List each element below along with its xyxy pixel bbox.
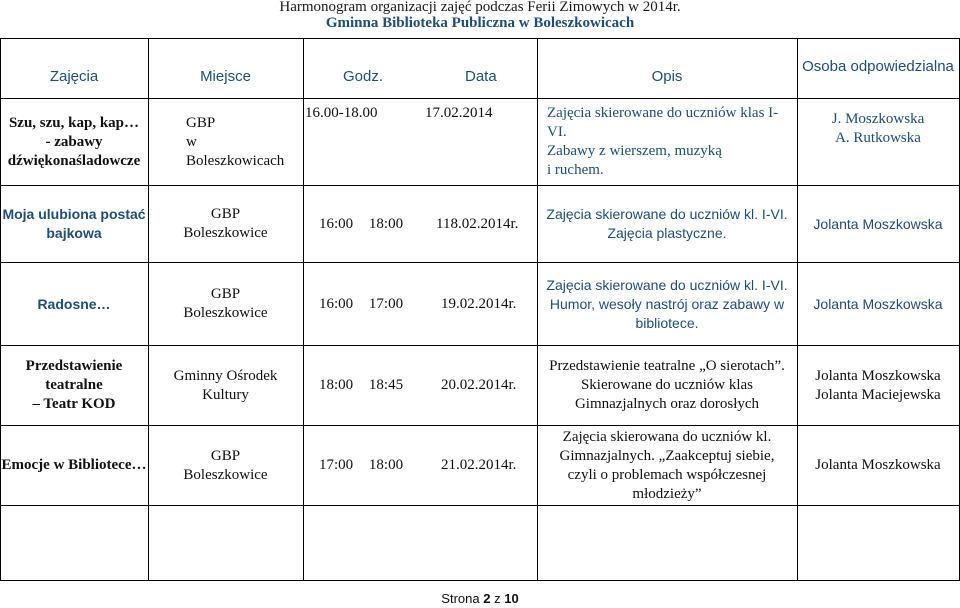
activity-name: Przedstawienie teatralne – Teatr KOD (25, 358, 123, 412)
activity-date: 17.02.2014 (425, 105, 493, 121)
activity-name: Szu, szu, kap, kap… - zabawy dźwiękonaśladowcze (7, 114, 141, 169)
column-header-godz: Godz. (343, 67, 384, 85)
column-header-opis: Opis (651, 67, 683, 85)
activity-name: Moja ulubiona postać bajkowa (2, 206, 146, 241)
activity-description: Zajęcia skierowane do uczniów kl. I-VI. Humor, wesoły nastrój oraz zabawy w bibliotece. (546, 276, 788, 331)
page-label: Strona (441, 591, 480, 606)
column-header-miejsce: Miejsce (200, 67, 251, 85)
responsible-person: Jolanta Moszkowska (813, 295, 943, 312)
column-header-osoba: Osoba odpowiedzialna (802, 57, 954, 75)
activity-place: GBP Boleszkowice (183, 206, 268, 241)
activity-description: Zajęcia skierowane do uczniów kl. I-VI. Zajęcia plastyczne. (546, 206, 788, 241)
activity-time: 18:00 18:45 (319, 377, 404, 393)
activity-place: GBP w Boleszkowicach (186, 114, 285, 169)
activity-date: 118.02.2014r. (436, 215, 519, 232)
responsible-person: J. Moszkowska A. Rutkowska (831, 111, 925, 146)
activity-description: Zajęcia skierowane do uczniów klas I- VI. Zabawy z wierszem, muzyką i ruchem. (547, 105, 779, 178)
activity-place: GBP Boleszkowice (183, 286, 268, 321)
table-border-bottom (0, 580, 960, 581)
activity-date: 19.02.2014r. (441, 295, 517, 312)
page-total: 10 (504, 591, 519, 606)
activity-date: 20.02.2014r. (441, 377, 517, 393)
page-number: 2 (483, 591, 491, 606)
responsible-person: Jolanta Moszkowska Jolanta Maciejewska (815, 367, 941, 403)
column-header-data: Data (465, 67, 497, 85)
column-header-zajecia: Zajęcia (49, 67, 99, 85)
activity-name: Radosne… (37, 295, 111, 312)
document-title: Harmonogram organizacji zajęć podczas Ferii Zimowych w 2014r. (279, 0, 681, 15)
activity-time: 16:00 18:00 (319, 215, 404, 232)
activity-name: Emocje w Bibliotece… (1, 457, 147, 473)
activity-time: 16:00 17:00 (319, 295, 404, 312)
page-footer (0, 591, 960, 606)
activity-date: 21.02.2014r. (441, 457, 517, 473)
col-divider (303, 38, 304, 580)
responsible-person: Jolanta Moszkowska (815, 457, 941, 473)
activity-time: 17:00 18:00 (319, 457, 404, 473)
activity-description: Przedstawienie teatralne „O sierotach”. Skierowane do uczniów klas Gimnazjalnych oraz dorosłych (549, 358, 785, 412)
activity-place: GBP Boleszkowice (183, 447, 268, 483)
responsible-person: Jolanta Moszkowska (813, 215, 943, 232)
table-border-top (0, 38, 960, 39)
library-name: Gminna Biblioteka Publiczna w Boleszkowicach (325, 15, 635, 31)
row-divider (0, 505, 960, 506)
activity-description: Zajęcia skierowana do uczniów kl. Gimnazjalnych. „Zaakceptuj siebie, czyli o problemach współczesnej młodzieży” (559, 428, 775, 502)
activity-time: 16.00-18.00 (305, 105, 378, 121)
page-sep: z (494, 591, 501, 606)
activity-place: Gminny Ośrodek Kultury (173, 367, 278, 403)
